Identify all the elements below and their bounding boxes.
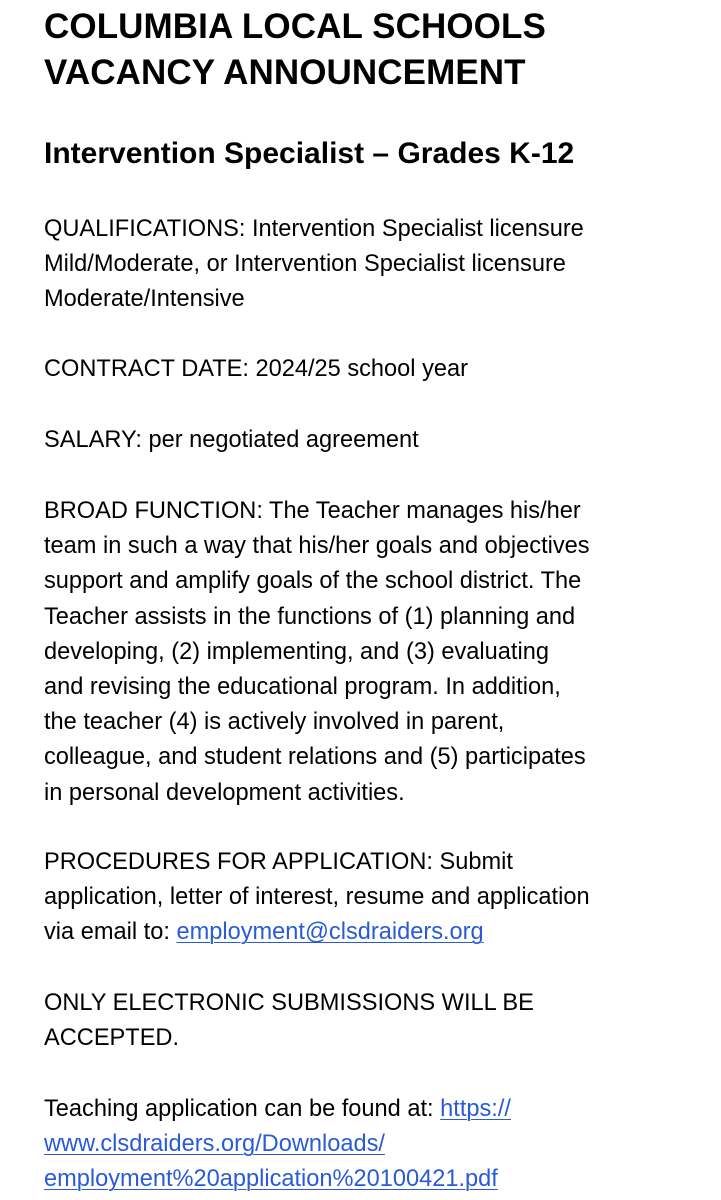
title-line-1: COLUMBIA LOCAL SCHOOLS [44,7,546,46]
electronic-submissions-notice [44,986,704,1056]
application-link-section [44,1092,704,1198]
application-prefix: Teaching application can be found at: [44,1096,441,1122]
application-line-3 [44,1162,704,1197]
broad-function-line-5: developing, (2) implementing, and (3) evaluating [44,638,549,665]
procedures-line-3 [44,915,704,950]
application-url-link-part-2[interactable]: www.clsdraiders.org/Downloads/ [44,1131,385,1158]
application-line-1 [44,1092,704,1127]
procedures-line-1: PROCEDURES FOR APPLICATION: Submit [44,849,513,875]
broad-function-line-3: support and amplify goals of the school district. The [44,568,582,595]
contract-date-section [44,352,704,387]
qualifications-line-1: QUALIFICATIONS: Intervention Specialist licensure [44,216,584,242]
broad-function-section [44,494,704,811]
application-line-2 [44,1127,704,1162]
application-url-link-part-1[interactable]: https:// [440,1096,511,1122]
broad-function-line-8: colleague, and student relations and (5) participates [44,744,586,771]
salary-line: SALARY: per negotiated agreement [44,427,419,453]
application-url-link-part-3[interactable]: employment%20application%20100421.pdf [44,1166,498,1193]
broad-function-line-7: the teacher (4) is actively involved in parent, [44,709,505,736]
salary-section [44,423,704,458]
qualifications-line-3: Moderate/Intensive [44,286,245,313]
broad-function-line-4: Teacher assists in the functions of (1) planning and [44,603,576,630]
qualifications-section [44,212,704,318]
notice-line-2: ACCEPTED. [44,1025,180,1052]
employment-email-link[interactable]: employment@clsdraiders.org [176,919,484,946]
procedures-email-prefix: via email to: [44,919,177,946]
broad-function-line-6: and revising the educational program. In addition, [44,674,561,701]
broad-function-line-2: team in such a way that his/her goals and objectives [44,533,590,560]
broad-function-line-1: BROAD FUNCTION: The Teacher manages his/her [44,498,581,524]
procedures-section [44,845,704,951]
procedures-line-2: application, letter of interest, resume and application [44,884,590,911]
announcement-title [44,4,546,96]
title-line-2: VACANCY ANNOUNCEMENT [44,53,526,92]
qualifications-line-2: Mild/Moderate, or Intervention Specialist licensure [44,251,566,278]
contract-date-line: CONTRACT DATE: 2024/25 school year [44,356,468,382]
position-title: Intervention Specialist – Grades K-12 [44,137,575,170]
notice-line-1: ONLY ELECTRONIC SUBMISSIONS WILL BE [44,990,534,1016]
broad-function-line-9: in personal development activities. [44,779,405,806]
